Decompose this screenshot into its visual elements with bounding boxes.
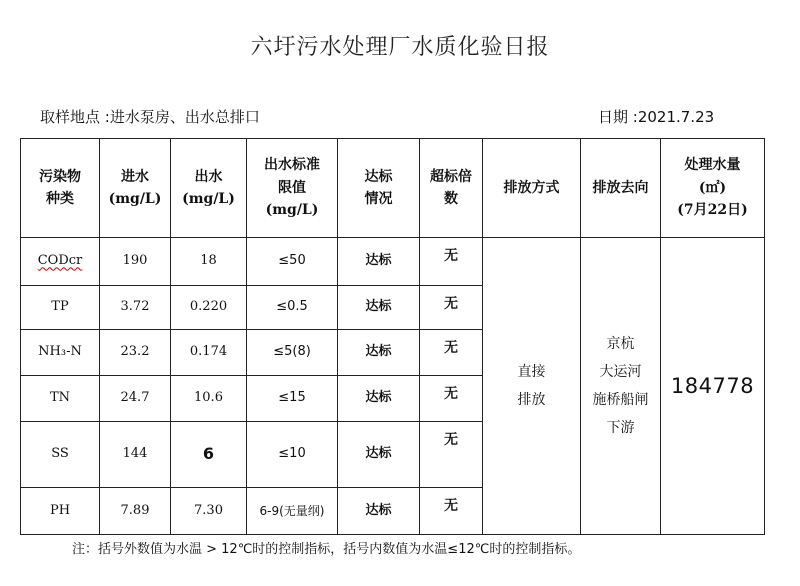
row-tn-exceed: 无 [420,376,483,422]
row-codcr-status: 达标 [338,238,420,286]
row-tp-pollutant: TP [21,286,100,330]
row-nh3n-exceed: 无 [420,330,483,376]
row-ph-exceed: 无 [420,488,483,535]
row-tp-limit: ≤0.5 [247,286,338,330]
row-ph-status: 达标 [338,488,420,535]
row-codcr-pollutant: CODcr [21,238,100,286]
row-tn-status: 达标 [338,376,420,422]
row-ph-inflow: 7.89 [100,488,171,535]
row-codcr-inflow: 190 [100,238,171,286]
header-discharge-method: 排放方式 [483,139,581,238]
treated-volume-value: 184778 [661,238,765,535]
row-tp-inflow: 3.72 [100,286,171,330]
header-discharge-dest: 排放去向 [581,139,661,238]
row-ss-exceed: 无 [420,422,483,488]
row-nh3n-status: 达标 [338,330,420,376]
water-quality-table [20,138,765,535]
header-limit: 出水标准 限值 (mg/L) [247,139,338,238]
row-tn-limit: ≤15 [247,376,338,422]
row-ss-limit: ≤10 [247,422,338,488]
row-nh3n-outflow: 0.174 [171,330,247,376]
row-tp-outflow: 0.220 [171,286,247,330]
row-tp-exceed: 无 [420,286,483,330]
row-tp-status: 达标 [338,286,420,330]
report-date: 日期 :2021.7.23 [598,108,715,126]
row-tn-outflow: 10.6 [171,376,247,422]
row-tn-pollutant: TN [21,376,100,422]
footnote: 注：括号外数值为水温 > 12℃时的控制指标，括号内数值为水温≤12℃时的控制指标。 [72,542,581,557]
row-codcr-outflow: 18 [171,238,247,286]
discharge-method-value: 直接 排放 [483,238,581,535]
row-ph-limit: 6-9(无量纲) [247,488,338,535]
header-exceed: 超标倍 数 [420,139,483,238]
header-outflow: 出水 (mg/L) [171,139,247,238]
header-inflow: 进水 (mg/L) [100,139,171,238]
row-ss-outflow: 6 [171,422,247,488]
discharge-dest-value: 京杭 大运河 施桥船闸 下游 [581,238,661,535]
row-codcr-limit: ≤50 [247,238,338,286]
row-ph-outflow: 7.30 [171,488,247,535]
row-ss-pollutant: SS [21,422,100,488]
row-nh3n-pollutant: NH₃-N [21,330,100,376]
header-volume: 处理水量 (㎡) (7月22日) [661,139,765,238]
sampling-location: 取样地点 :进水泵房、出水总排口 [40,108,260,126]
row-ph-pollutant: PH [21,488,100,535]
row-nh3n-inflow: 23.2 [100,330,171,376]
row-codcr-exceed: 无 [420,238,483,286]
header-pollutant: 污染物 种类 [21,139,100,238]
row-ss-inflow: 144 [100,422,171,488]
header-compliance: 达标 情况 [338,139,420,238]
report-title: 六圩污水处理厂水质化验日报 [250,35,550,60]
row-tn-inflow: 24.7 [100,376,171,422]
row-nh3n-limit: ≤5(8) [247,330,338,376]
row-ss-status: 达标 [338,422,420,488]
